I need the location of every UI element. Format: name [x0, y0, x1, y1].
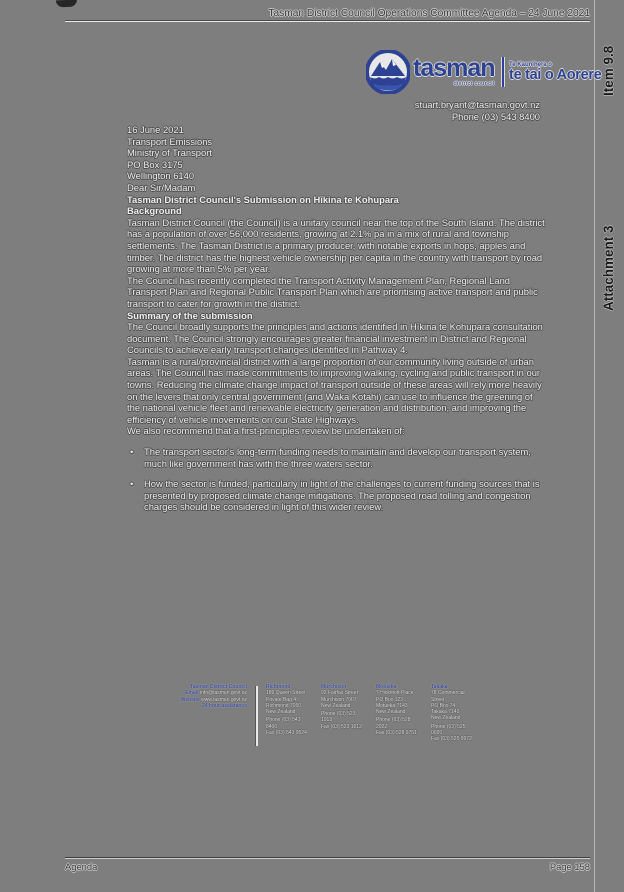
office-address-line: PO Box 123 [376, 696, 403, 703]
recipient-line: PO Box 3175 [127, 158, 183, 170]
office-phone: Phone (03) 523 1013 [321, 711, 356, 724]
council-footer-contact [163, 684, 247, 709]
bullet-text: The transport sector's long-term funding needs to maintain and develop our transport system, much like government has with the three waters sector. [144, 446, 531, 469]
sender-email: stuart.bryant@tasman.govt.nz [414, 99, 540, 110]
paragraph: Tasman District Council (the Council) is a unitary council near the top of the South Island. The district has a population of over 56,000 residents, growing at 2.1% pa in a mix of rural and township settlements. The Tasman District is a primary producer, with notable exports in hops, apples and timber. The district has the highest vehicle ownership per capita in the country with transport by road growing at more than 5% per year. [127, 216, 545, 275]
footer-assistance: 24 hour assistance [201, 702, 247, 709]
heading-summary: Summary of the submission [127, 309, 253, 321]
heading-background: Background [127, 205, 182, 217]
office-address-line: New Zealand [431, 715, 461, 722]
bullet-item [127, 478, 547, 513]
letter-subject: Tasman District Council's Submission on Hīkina te Kohupara [127, 193, 399, 205]
office-address-line: New Zealand [376, 709, 406, 716]
agenda-header-title: Tasman District Council Operations Committee Agenda – 24 June 2021 [268, 8, 590, 19]
footer-rule [65, 857, 590, 858]
bullet-marker-icon: • [130, 478, 134, 490]
footer-divider [256, 686, 258, 746]
logo-maori-large-text: te tai o Aorere [509, 66, 602, 83]
office-address-line: PO Box 74 [431, 702, 456, 709]
footer-website-value: www.tasman.govt.nz [201, 696, 247, 703]
office-phone: Phone (03) 528 2022 [376, 717, 411, 730]
footer-email-value: info@tasman.govt.nz [199, 690, 247, 697]
office-fax: Fax (03) 523 1012 [321, 723, 362, 730]
office-column [266, 684, 312, 743]
office-address-line: 78 Commercial Street [431, 690, 465, 703]
letter-body [127, 124, 547, 513]
office-fax: Fax (03) 525 9972 [431, 736, 472, 743]
office-column [376, 684, 422, 743]
scan-edge-line [594, 0, 595, 892]
logo-divider [502, 57, 505, 87]
office-address-line: Murchison 7007 [321, 696, 357, 703]
recipient-line: Transport Emissions [127, 135, 213, 147]
office-address-line: 92 Fairfax Street [321, 690, 358, 697]
salutation: Dear Sir/Madam [127, 181, 196, 193]
office-column [431, 684, 477, 743]
office-fax: Fax (03) 528 9751 [376, 730, 417, 737]
bullets-intro: We also recommend that a first-principles review be undertaken of: [127, 425, 405, 437]
bullet-marker-icon: • [130, 446, 134, 458]
office-name: Murchison [321, 684, 347, 690]
recipient-line: Ministry of Transport [127, 147, 212, 159]
office-name: Richmond [266, 684, 291, 690]
recipient-address [127, 136, 547, 182]
mountain-emblem-icon [366, 50, 410, 94]
office-address-line: Private Bag 4 [266, 696, 297, 703]
office-name: Takaka [431, 684, 448, 690]
attachment-number-label: Attachment 3 [601, 225, 616, 311]
footer-agenda-label: Agenda [65, 861, 98, 872]
header-rule [65, 21, 590, 22]
office-phone: Phone (03) 543 8400 [266, 717, 301, 730]
bullet-text: How the sector is funded, particularly in light of the challenges to current funding sources that is presented by proposed climate change mitigations. The proposed road tolling and congestion charges should be considered in light of this wider review. [144, 478, 540, 513]
logo-maori-small-text: Te Kaunihera o [509, 61, 552, 68]
sender-contact-block [415, 99, 540, 122]
recipient-line: Wellington 6140 [127, 170, 195, 182]
paragraph: Tasman is a rural/provincial district with a large proportion of our community living outside of urban areas. The Council has made commitments to improving walking, cycling and public transport in our towns. Reducing the climate change impact of transport outside of these areas will rely more heavily on the levers that only central government (and Waka Kotahi) can use to influence the greening of the national vehicle fleet and renewable electricity generation and distribution, and improving the efficiency of vehicle movements on our State Highways. [127, 355, 542, 425]
letter-date: 16 June 2021 [127, 124, 184, 135]
sender-phone: Phone (03) 543 8400 [451, 110, 540, 122]
office-phone: Phone (03) 525 0020 [431, 723, 466, 737]
scan-artifact [56, 0, 77, 7]
paragraph: The Council broadly supports the principles and actions identified in Hīkina te Kohupara consultation document. The Council strongly encourages greater financial investment in District and Regional Councils to achieve early transport changes identified in Pathway 4. [127, 321, 543, 356]
office-address-line: Takaka 7142 [431, 709, 460, 716]
item-number-label: Item 9.8 [601, 45, 616, 96]
office-columns [266, 684, 477, 743]
footer-council-name: Tasman District Council [190, 684, 247, 690]
office-name: Motueka [376, 684, 397, 690]
office-address-line: Motueka 7143 [376, 702, 408, 709]
office-address-line: Richmond 7050 [266, 702, 302, 709]
footer-page-number: Page 158 [549, 861, 590, 872]
footer-email-label: Email [185, 690, 199, 697]
logo-wordmark-sub: district council [453, 81, 495, 88]
logo-wordmark: tasman [413, 54, 495, 83]
office-column [321, 684, 367, 743]
tasman-council-logo [366, 50, 602, 94]
office-address-line: 7 Hickmott Place [376, 690, 414, 697]
office-fax: Fax (03) 543 9524 [266, 730, 307, 737]
footer-website-label: Website [180, 696, 200, 703]
office-address-line: New Zealand [266, 709, 296, 716]
office-address-line: New Zealand [321, 702, 351, 709]
paragraph: The Council has recently completed the Transport Activity Management Plan, Regional Land Transport Plan and Regional Public Transport Plan which are prioritising active transport and public transport to cater for growth in the district. [127, 274, 538, 309]
council-footer [163, 684, 477, 746]
bullet-item [127, 446, 547, 469]
office-address-line: 189 Queen Street [266, 690, 306, 697]
